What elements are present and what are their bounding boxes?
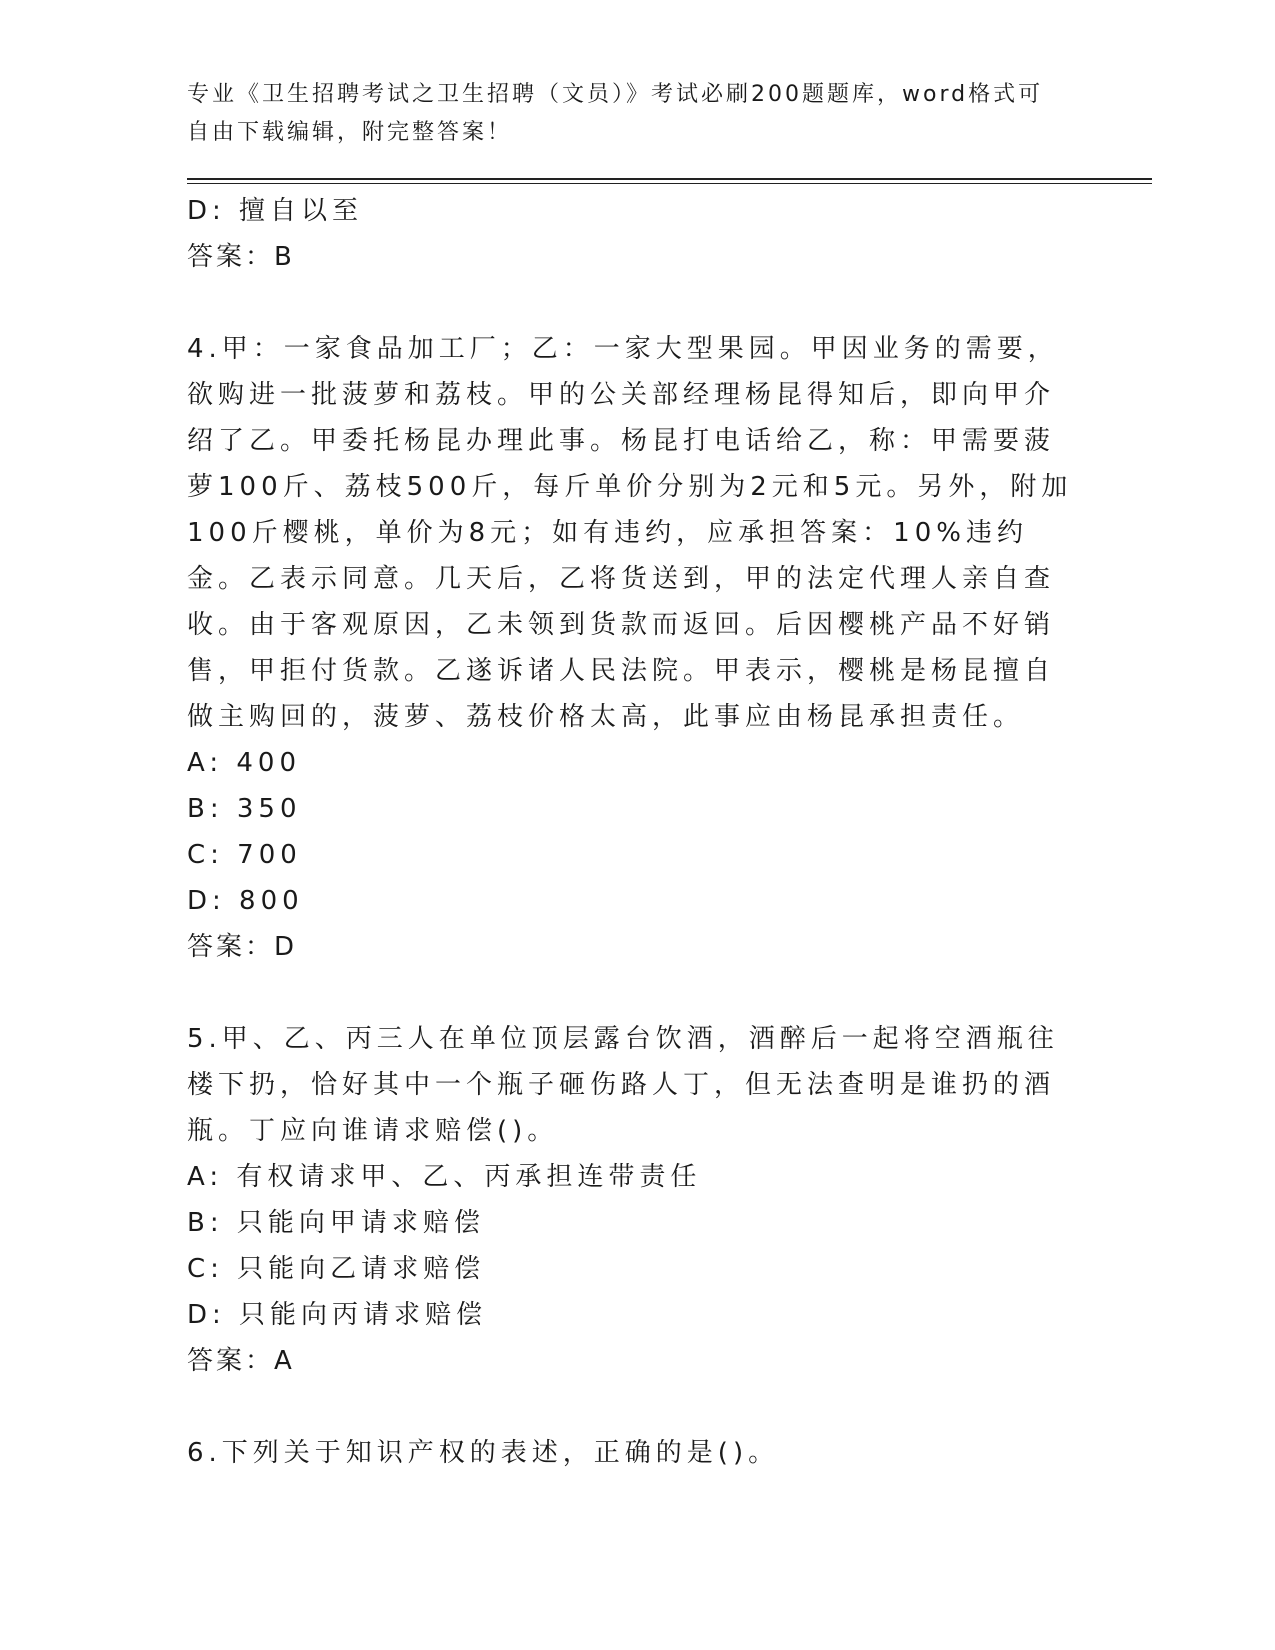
document-body [187,188,1077,1476]
header-rule-thin [187,183,1152,184]
q5-option-a: A: 有权请求甲、乙、丙承担连带责任 [187,1162,702,1192]
q4-stem: 4.甲：一家食品加工厂；乙：一家大型果园。甲因业务的需要，欲购进一批菠萝和荔枝。甲的公关部经理杨昆得知后，即向甲介绍了乙。甲委托杨昆办理此事。杨昆打电话给乙，称：甲需要菠萝100斤、荔枝500斤，每斤单价分别为2元和5元。另外，附加100斤樱桃，单价为8元；如有违约，应承担答案：10%违约金。乙表示同意。几天后，乙将货送到，甲的法定代理人亲自查收。由于客观原因，乙未领到货款而返回。后因樱桃产品不好销售，甲拒付货款。乙遂诉诸人民法院。甲表示，樱桃是杨昆擅自做主购回的，菠萝、荔枝价格太高，此事应由杨昆承担责任。 [187,334,1073,732]
header-rule-thick [187,178,1152,180]
q6-stem: 6.下列关于知识产权的表述，正确的是()。 [187,1438,780,1468]
q4-option-b: B: 350 [187,794,302,824]
q5-option-d: D: 只能向丙请求赔偿 [187,1300,488,1330]
page-header-text: 专业《卫生招聘考试之卫生招聘（文员）》考试必刷200题题库，word格式可自由下载编辑，附完整答案！ [187,82,1044,145]
spacer [187,1384,1077,1430]
q5-stem: 5.甲、乙、丙三人在单位顶层露台饮酒，酒醉后一起将空酒瓶往楼下扔，恰好其中一个瓶子砸伤路人丁，但无法查明是谁扔的酒瓶。丁应向谁请求赔偿()。 [187,1024,1059,1146]
q3-option-d: D: 擅自以至 [187,196,364,226]
q4-option-c: C: 700 [187,840,302,870]
q4-option-d: D: 800 [187,886,304,916]
q5-option-c: C: 只能向乙请求赔偿 [187,1254,486,1284]
q5-option-b: B: 只能向甲请求赔偿 [187,1208,485,1238]
q5-answer: 答案：A [187,1346,295,1376]
spacer [187,970,1077,1016]
spacer [187,280,1077,326]
q3-answer: 答案：B [187,242,295,272]
q4-answer: 答案：D [187,932,298,962]
q4-option-a: A: 400 [187,748,301,778]
